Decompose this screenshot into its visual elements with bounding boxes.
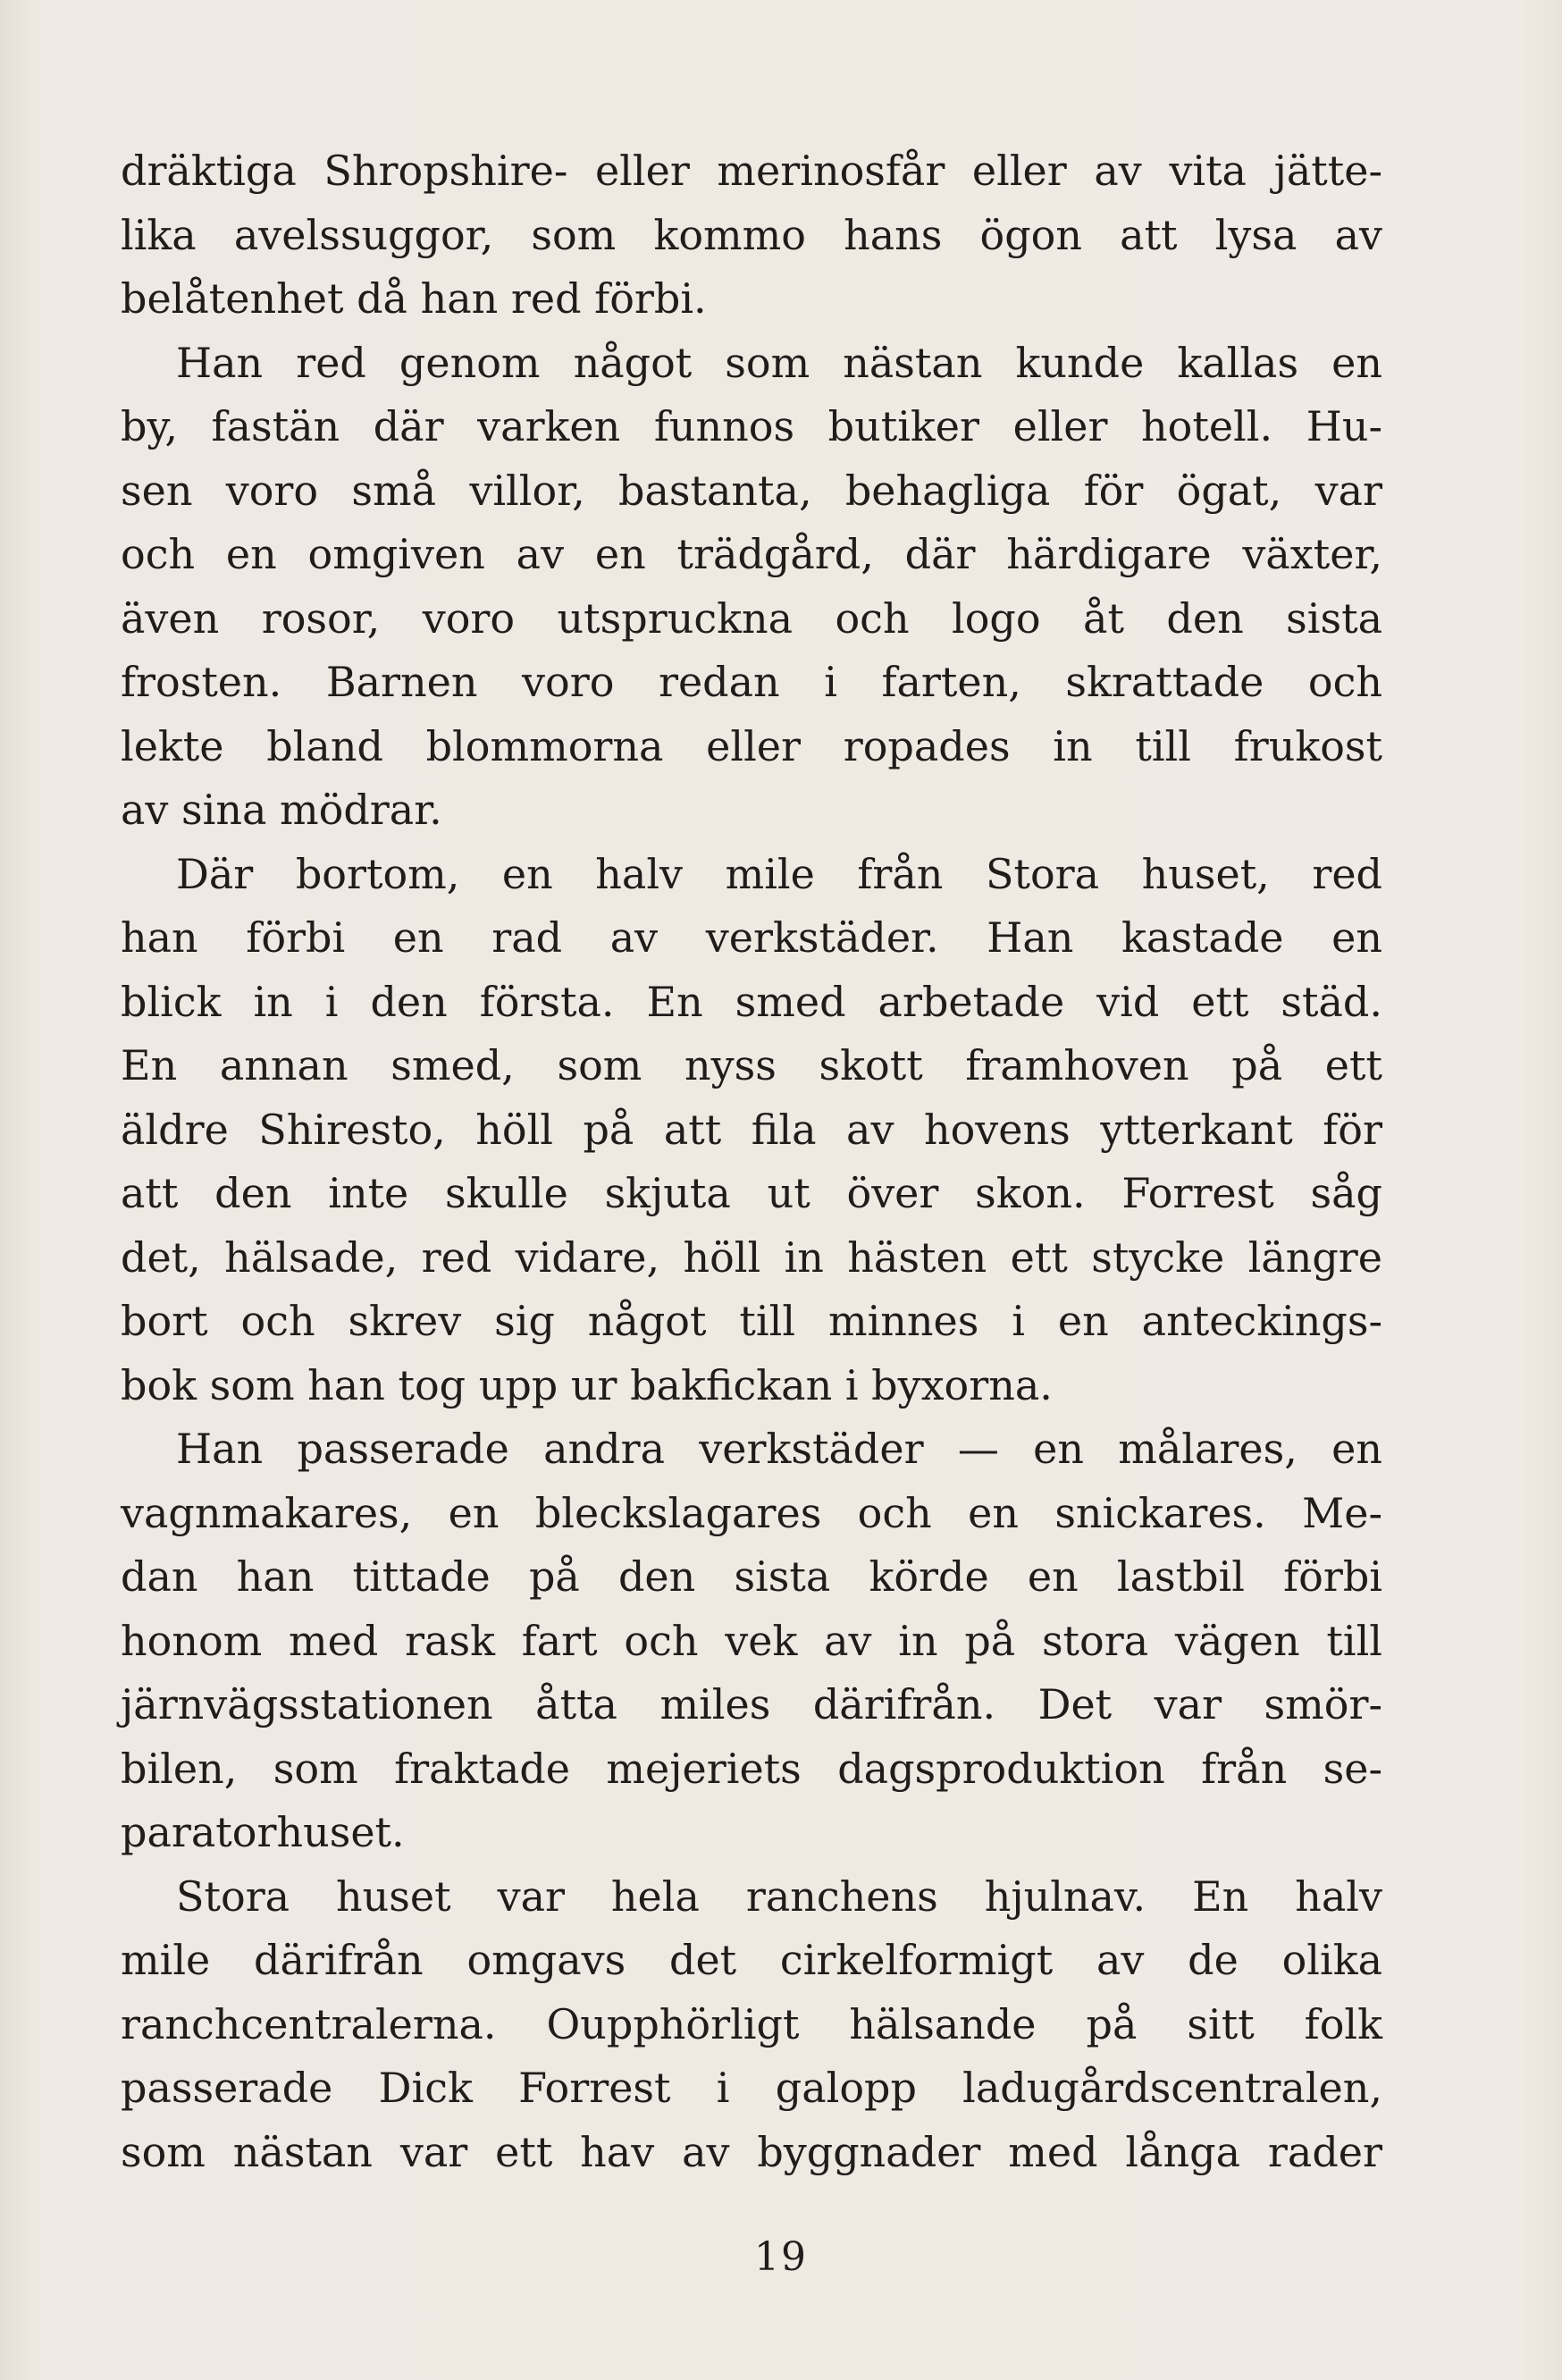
text-line: äldre Shiresto, höll på att fila av hovens ytterkant för	[121, 1105, 1382, 1154]
text-line: han förbi en rad av verkstäder. Han kastade en	[121, 913, 1382, 962]
text-line: att den inte skulle skjuta ut över skon. Forrest såg	[121, 1169, 1382, 1217]
text-line: Stora huset var hela ranchens hjulnav. En halv	[176, 1871, 1382, 1921]
text-line: belåtenhet då han red förbi.	[121, 274, 707, 323]
text-line: Han passerade andra verkstäder — en målares, en	[176, 1425, 1382, 1473]
text-line: som nästan var ett hav av byggnader med långa rader	[121, 2127, 1382, 2176]
text-line: lekte bland blommorna eller ropades in till frukost	[121, 721, 1382, 770]
text-line: bok som han tog upp ur bakfickan i byxorna.	[121, 1360, 1053, 1409]
text-line: sen voro små villor, bastanta, behagliga för ögat, var	[121, 466, 1382, 515]
text-line: passerade Dick Forrest i galopp ladugårdscentralen,	[121, 2064, 1382, 2112]
text-line: blick in i den första. En smed arbetade vid ett städ.	[121, 977, 1382, 1026]
text-line: av sina mödrar.	[121, 786, 442, 834]
text-line: mile därifrån omgavs det cirkelformigt av de olika	[121, 1936, 1382, 1984]
text-line: En annan smed, som nyss skott framhoven på ett	[121, 1041, 1382, 1089]
text-line: Där bortom, en halv mile från Stora huset, red	[176, 849, 1382, 898]
text-line: det, hälsade, red vidare, höll in hästen ett stycke längre	[121, 1232, 1382, 1282]
text-line: lika avelssuggor, som kommo hans ögon att lysa av	[121, 210, 1382, 259]
text-line: ranchcentralerna. Oupphörligt hälsande på sitt folk	[121, 1999, 1382, 2048]
body-text	[121, 139, 1382, 2184]
text-line: även rosor, voro utspruckna och logo åt den sista	[121, 593, 1382, 643]
page-number: 19	[754, 2234, 808, 2280]
text-line: by, fastän där varken funnos butiker eller hotell. Hu-	[121, 402, 1382, 450]
text-line: järnvägsstationen åtta miles därifrån. Det var smör-	[121, 1680, 1382, 1728]
text-line: honom med rask fart och vek av in på stora vägen till	[121, 1616, 1382, 1665]
text-line: bilen, som fraktade mejeriets dagsproduktion från se-	[121, 1744, 1382, 1793]
text-line: frosten. Barnen voro redan i farten, skrattade och	[121, 658, 1382, 706]
text-line: dräktiga Shropshire- eller merinosfår eller av vita jätte-	[121, 147, 1382, 195]
text-line: bort och skrev sig något till minnes i en anteckings-	[121, 1297, 1382, 1345]
text-line: vagnmakares, en bleckslagares och en snickares. Me-	[121, 1488, 1382, 1537]
text-line: dan han tittade på den sista körde en lastbil förbi	[121, 1552, 1382, 1601]
text-line: och en omgiven av en trädgård, där härdigare växter,	[121, 530, 1382, 578]
text-line: paratorhuset.	[121, 1808, 405, 1856]
text-line: Han red genom något som nästan kunde kallas en	[176, 338, 1382, 387]
